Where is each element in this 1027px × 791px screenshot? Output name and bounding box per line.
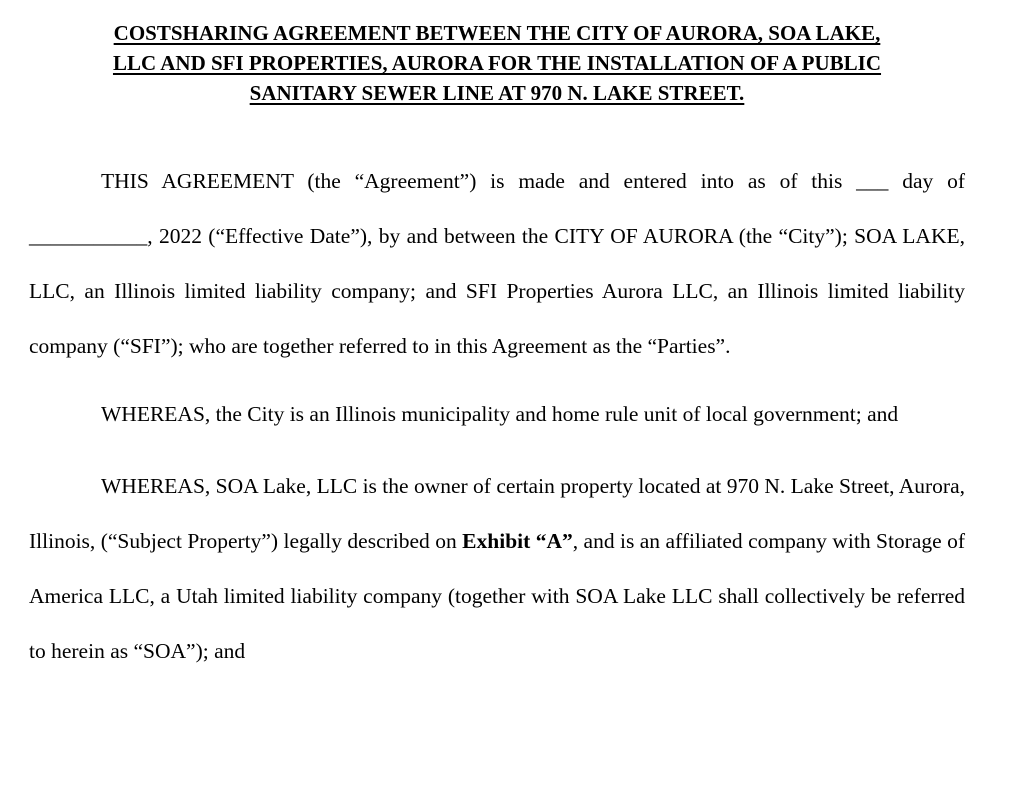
title-line-3: SANITARY SEWER LINE AT 970 N. LAKE STREET. [249, 81, 745, 105]
document-page [29, 0, 965, 679]
title-line-2: LLC AND SFI PROPERTIES, AURORA FOR THE INSTALLATION OF A PUBLIC [112, 51, 882, 75]
title-line-1: COSTSHARING AGREEMENT BETWEEN THE CITY OF AURORA, SOA LAKE, [113, 21, 881, 45]
paragraph-text-after: , and is an affiliated company with Storage of America LLC, a Utah limited liability company (together with SOA Lake LLC shall collectively be referred to herein as “SOA”); and [29, 529, 965, 663]
paragraph-text-before: WHEREAS, SOA Lake, LLC is the owner of certain property located at 970 N. Lake Street, Aurora, Illinois, (“Subject Property”) legally described on [29, 474, 965, 553]
agreement-paragraph: THIS AGREEMENT (the “Agreement”) is made and entered into as of this ___ day of ___________, 2022 (“Effective Date”), by and between the CITY OF AURORA (the “City”); SOA LAKE, LLC, an Illinois limited liability company; and SFI Properties Aurora LLC, an Illinois limited liability company (“SFI”); who are together referred to in this Agreement as the “Parties”. [29, 169, 965, 358]
whereas-paragraph-city: WHEREAS, the City is an Illinois municipality and home rule unit of local government; and [101, 402, 899, 426]
agreement-title [29, 0, 965, 108]
whereas-paragraph-soa [29, 459, 965, 679]
exhibit-reference: Exhibit “A” [462, 529, 573, 553]
